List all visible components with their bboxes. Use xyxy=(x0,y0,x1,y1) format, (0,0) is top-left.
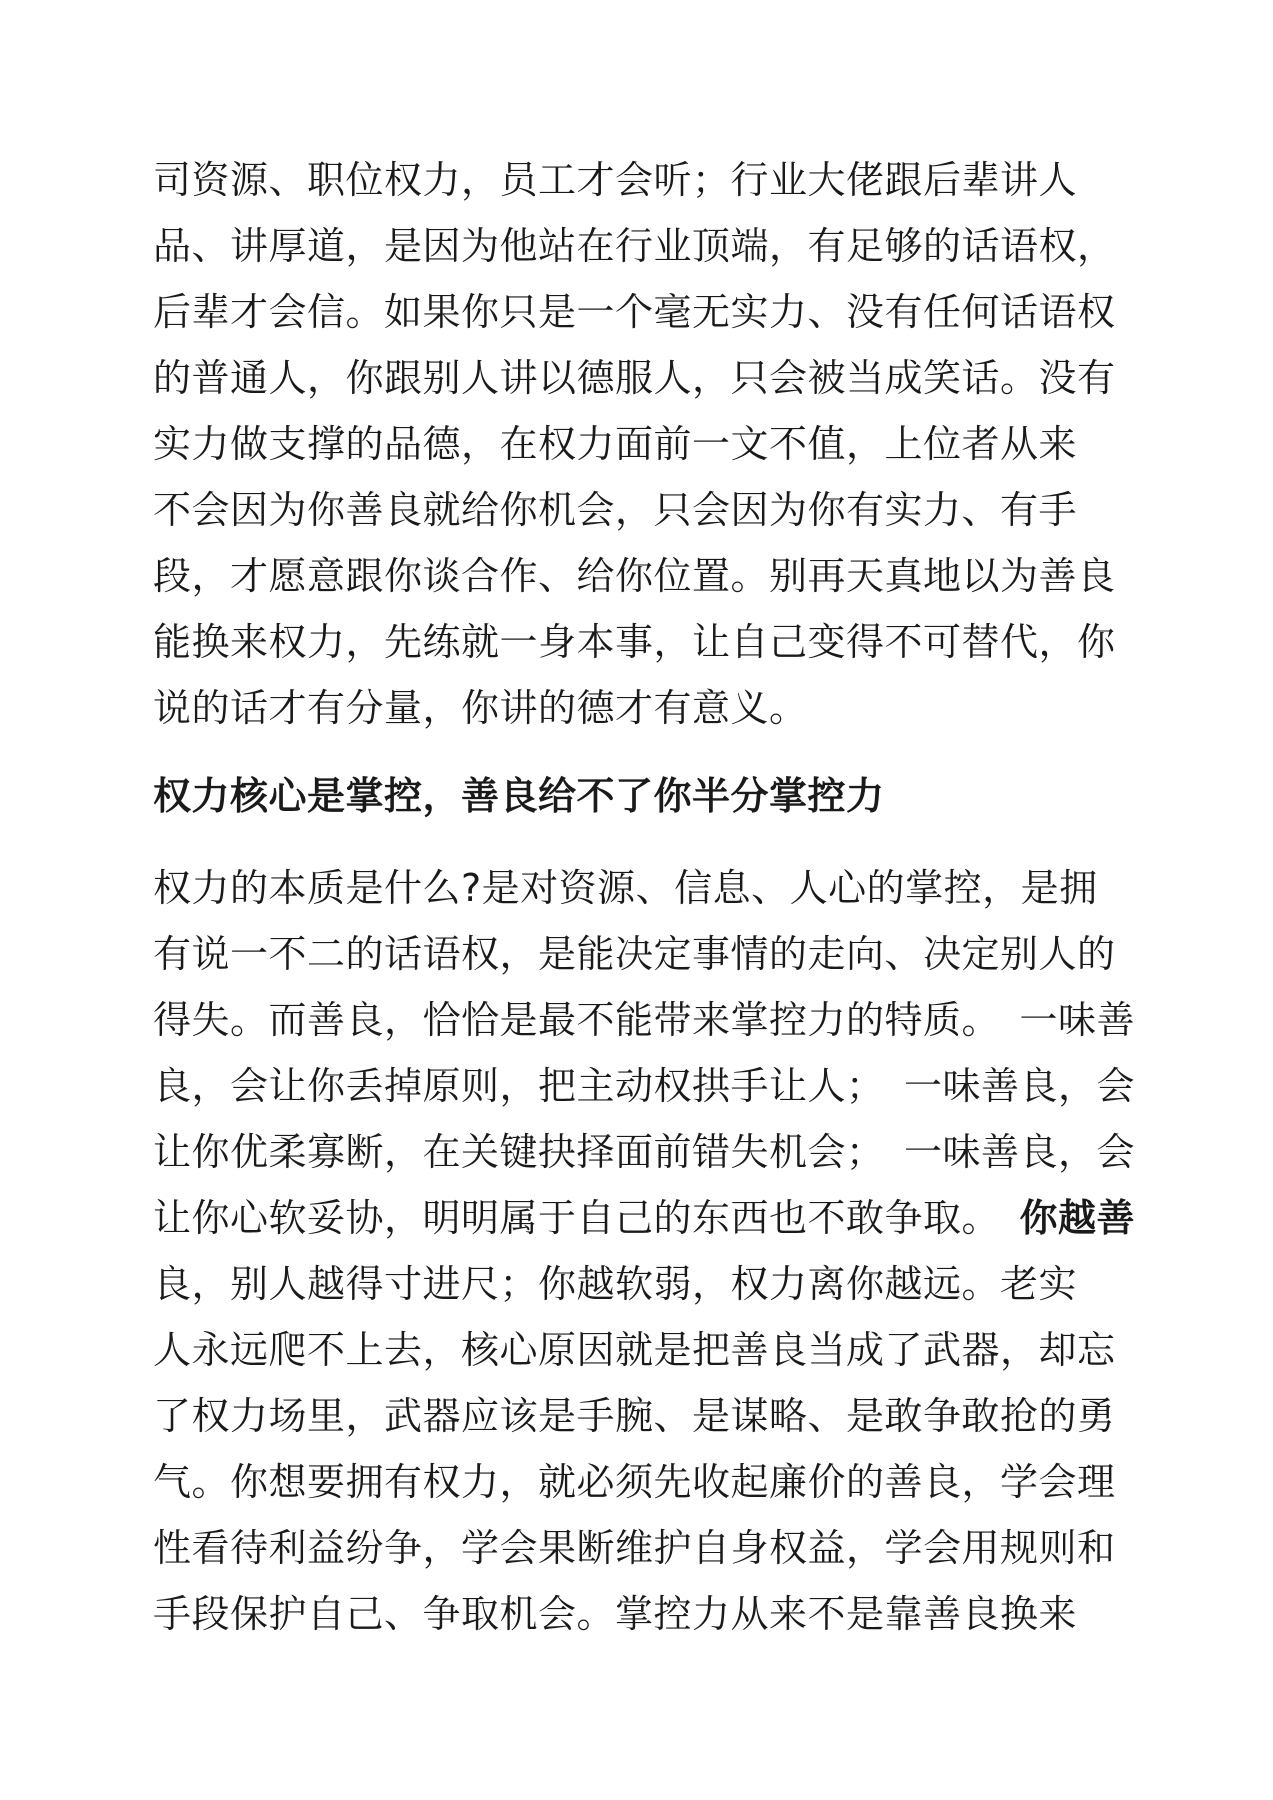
text-line: 司资源、职位权力，员工才会听；行业大佬跟后辈讲人 xyxy=(153,158,1078,202)
text-line: 了权力场里，武器应该是手腕、是谋略、是敢争敢抢的勇 xyxy=(153,1394,1116,1438)
bold-emphasis: 你越善 xyxy=(1019,1196,1136,1240)
text-line: 能换来权力，先练就一身本事，让自己变得不可替代，你 xyxy=(153,620,1116,664)
text-line: 不会因为你善良就给你机会，只会因为你有实力、有手 xyxy=(153,488,1078,532)
text-line: 手段保护自己、争取机会。掌控力从来不是靠善良换来 xyxy=(153,1592,1078,1636)
text-line: 良，别人越得寸进尺；你越软弱，权力离你越远。老实 xyxy=(153,1262,1078,1306)
text-line: 的普通人，你跟别人讲以德服人，只会被当成笑话。没有 xyxy=(153,356,1116,400)
section-heading: 权力核心是掌控，善良给不了你半分掌控力 xyxy=(153,774,885,818)
text-line: 得失。而善良，恰恰是最不能带来掌控力的特质。 一味善 xyxy=(153,998,1136,1042)
text-line: 气。你想要拥有权力，就必须先收起廉价的善良，学会理 xyxy=(153,1460,1116,1504)
text-line: 有说一不二的话语权，是能决定事情的走向、决定别人的 xyxy=(153,932,1116,976)
paragraph-2 xyxy=(153,855,1136,1647)
text-line: 实力做支撑的品德，在权力面前一文不值，上位者从来 xyxy=(153,422,1078,466)
text-line: 性看待利益纷争，学会果断维护自身权益，学会用规则和 xyxy=(153,1526,1116,1570)
text-line: 段，才愿意跟你谈合作、给你位置。别再天真地以为善良 xyxy=(153,554,1116,598)
text-segment: 让你心软妥协，明明属于自己的东西也不敢争取。 xyxy=(153,1196,982,1240)
text-line: 让你优柔寡断，在关键抉择面前错失机会； 一味善良，会 xyxy=(153,1130,1136,1174)
paragraph-1 xyxy=(153,147,1133,741)
text-line: 后辈才会信。如果你只是一个毫无实力、没有任何话语权 xyxy=(153,290,1116,334)
text-line: 人永远爬不上去，核心原因就是把善良当成了武器，却忘 xyxy=(153,1328,1116,1372)
text-line: 说的话才有分量，你讲的德才有意义。 xyxy=(153,686,808,730)
text-line: 良，会让你丢掉原则，把主动权拱手让人； 一味善良，会 xyxy=(153,1064,1136,1108)
text-line: 品、讲厚道，是因为他站在行业顶端，有足够的话语权， xyxy=(153,224,1116,268)
text-line: 权力的本质是什么?是对资源、信息、人心的掌控，是拥 xyxy=(153,866,1098,910)
text-line-with-bold xyxy=(153,1185,1136,1251)
